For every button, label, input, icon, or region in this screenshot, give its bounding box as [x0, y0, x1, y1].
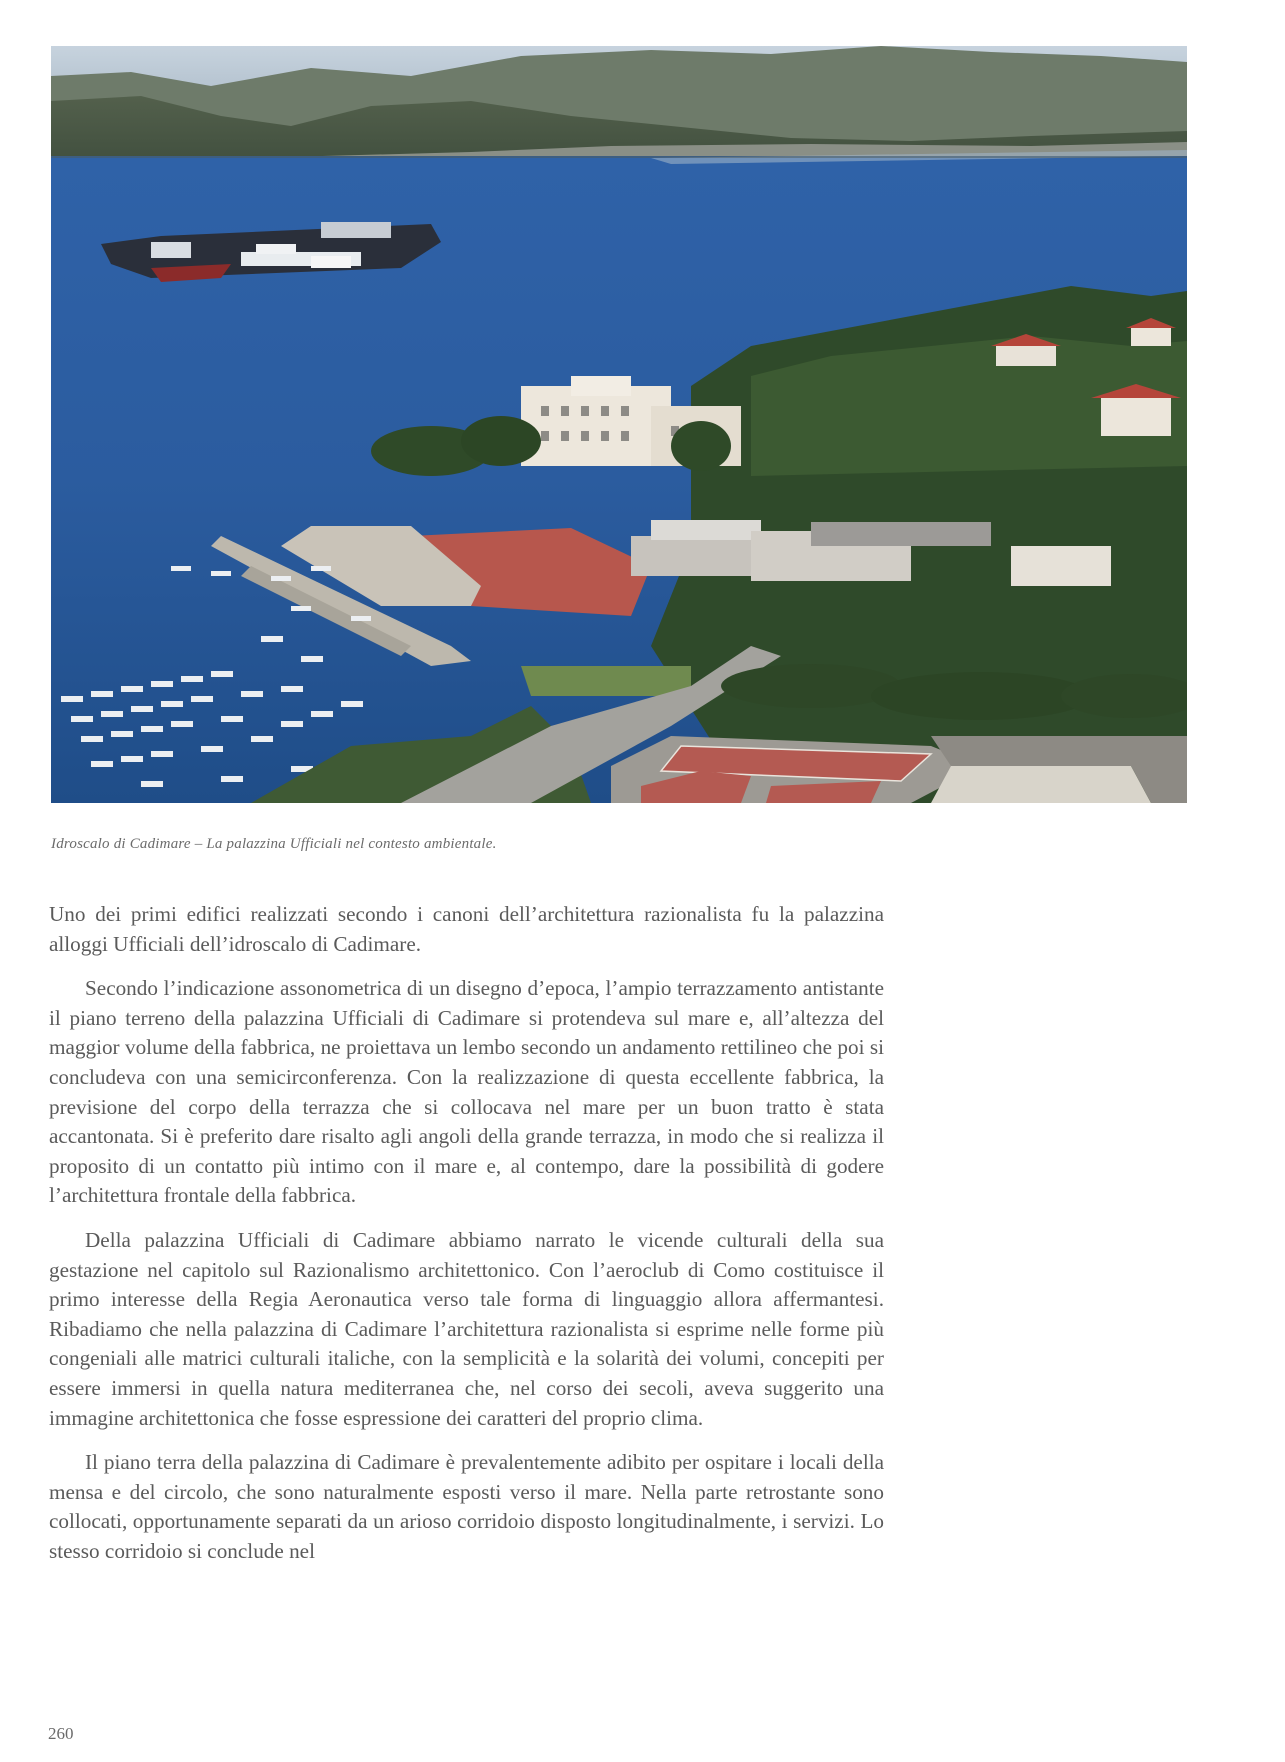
body-text — [49, 900, 884, 1581]
paragraph-2: Secondo l’indicazione assonometrica di un disegno d’epoca, l’ampio terrazzamento antistante il piano terreno della palazzina Ufficiali di Cadimare si protendeva sul mare e, all’altezza del maggior volume della fabbrica, ne proiettava un lembo secondo un andamento rettilineo che poi si concludeva con una semicirconferenza. Con la realizzazione di questa eccellente fabbrica, la previsione del corpo della terrazza che si collocava nel mare per un buon tratto è stata accantonata. Si è preferito dare risalto agli angoli della grande terrazza, in modo che si realizza il proposito di un contatto più intimo con il mare e, al contempo, dare la possibilità di godere l’architettura frontale della fabbrica. — [49, 976, 884, 1208]
aerial-photo — [51, 46, 1187, 803]
paragraph-3: Della palazzina Ufficiali di Cadimare abbiamo narrato le vicende culturali della sua gestazione nel capitolo sul Razionalismo architettonico. Con l’aeroclub di Como costituisce il primo interesse della Regia Aeronautica verso tale forma di linguaggio allora affermantesi. Ribadiamo che nella palazzina di Cadimare l’architettura razionalista si esprime nelle forme più congeniali alle matrici culturali italiche, con la semplicità e la solarità dei volumi, concepiti per essere immersi in quella natura mediterranea che, nel corso dei secoli, aveva suggerito una immagine architettonica che fosse espressione dei caratteri del proprio clima. — [49, 1227, 884, 1430]
paragraph-1: Uno dei primi edifici realizzati secondo i canoni dell’architettura razionalista fu la palazzina alloggi Ufficiali dell’idroscalo di Cadimare. — [49, 902, 884, 956]
aerial-photo-illustration — [51, 46, 1187, 803]
paragraph-4: Il piano terra della palazzina di Cadimare è prevalentemente adibito per ospitare i locali della mensa e del circolo, che sono naturalmente esposti verso il mare. Nella parte retrostante sono collocati, opportunamente separati da un arioso corridoio disposto longitudinalmente, i servizi. Lo stesso corridoio si conclude nel — [49, 1450, 884, 1563]
page-number: 260 — [48, 1724, 74, 1743]
sports-courts — [611, 736, 1187, 803]
figure-caption: Idroscalo di Cadimare – La palazzina Ufficiali nel contesto ambientale. — [51, 836, 497, 852]
